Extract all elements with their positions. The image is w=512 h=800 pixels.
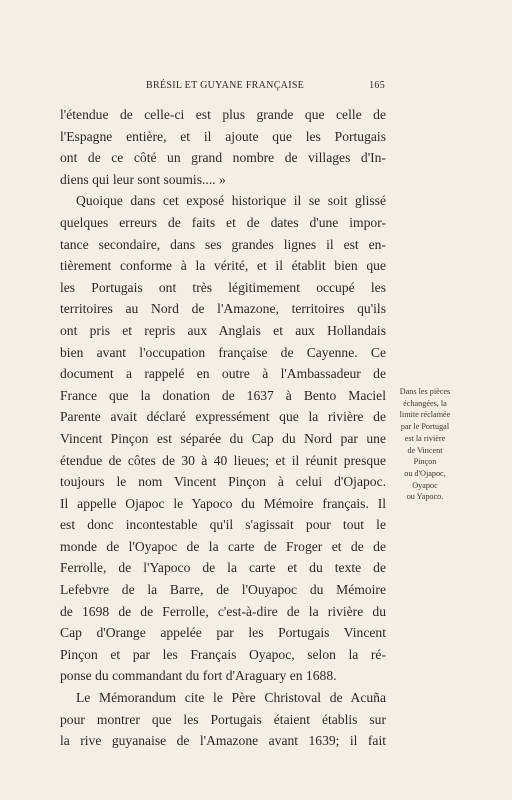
- margin-note-line: échangées, la: [403, 398, 447, 408]
- text-line: monde de l'Oyapoc de la carte de Froger et de de: [60, 538, 386, 554]
- text-line: étendue de côtes de 30 à 40 lieues; et il réunit presque: [60, 452, 386, 468]
- text-line: ont pris et repris aux Anglais et aux Hollandais: [60, 322, 386, 338]
- text-line: est donc incontestable qu'il s'agissait pour tout le: [60, 517, 386, 533]
- margin-note-line: Oyapoc: [412, 480, 438, 490]
- text-line: Ferrolle, de l'Yapoco de la carte et du texte de: [60, 560, 386, 576]
- text-line: la rive guyanaise de l'Amazone avant 1639; il fait: [60, 733, 386, 749]
- margin-note-line: de Vincent: [407, 445, 443, 455]
- margin-note-line: Pinçon: [413, 457, 437, 467]
- text-line: document a rappelé en outre à l'Ambassadeur de: [60, 366, 386, 382]
- text-line: ponse du commandant du fort d'Araguary en 1688.: [60, 668, 337, 684]
- text-line: Pinçon et par les Français Oyapoc, selon la ré-: [60, 646, 386, 662]
- text-line: Lefebvre de la Barre, de l'Ouyapoc du Mémoire: [60, 582, 386, 598]
- text-line: toujours le nom Vincent Pinçon à celui d'Ojapoc.: [60, 474, 386, 490]
- text-line: territoires au Nord de l'Amazone, territoires qu'ils: [60, 301, 386, 317]
- margin-note-line: ou Yapoco.: [406, 492, 444, 502]
- margin-note-line: ou d'Ojapoc,: [404, 468, 446, 478]
- text-line: Quoique dans cet exposé historique il se soit glissé: [76, 193, 386, 209]
- page-number: 165: [369, 80, 385, 91]
- text-line: les Portugais ont très légitimement occupé les: [60, 279, 386, 295]
- margin-note: [388, 386, 462, 503]
- body-text: [60, 104, 386, 752]
- text-line: Parente avait déclaré expressément que la rivière de: [60, 409, 386, 425]
- text-line: Vincent Pinçon est séparée du Cap du Nord par une: [60, 430, 386, 446]
- text-line: l'étendue de celle-ci est plus grande que celle de: [60, 107, 386, 122]
- text-line: bien avant l'occupation française de Cayenne. Ce: [60, 344, 386, 360]
- margin-note-line: limite réclamée: [399, 410, 451, 420]
- text-line: l'Espagne entière, et il ajoute que les Portugais: [60, 128, 386, 144]
- text-line: Cap d'Orange appelée par les Portugais Vincent: [60, 625, 386, 641]
- text-line: quelques erreurs de faits et de dates d'une impor-: [60, 214, 386, 230]
- text-line: ont de ce côté un grand nombre de villages d'In-: [60, 150, 386, 166]
- margin-note-line: par le Portugal: [400, 422, 450, 432]
- margin-note-line: est la rivière: [404, 433, 446, 443]
- text-line: tièrement conforme à la vérité, et il établit bien que: [60, 258, 386, 274]
- text-line: Il appelle Ojapoc le Yapoco du Mémoire français. Il: [60, 495, 386, 511]
- running-title: BRÉSIL ET GUYANE FRANÇAISE: [146, 80, 305, 91]
- text-line: Le Mémorandum cite le Père Christoval de Acuña: [76, 690, 386, 706]
- text-line: diens qui leur sont soumis.... »: [60, 171, 226, 187]
- margin-note-line: Dans les pièces: [399, 387, 451, 396]
- text-line: France que la donation de 1637 à Bento Maciel: [60, 387, 386, 403]
- text-line: tance secondaire, dans ses grandes lignes il est en-: [60, 236, 386, 252]
- text-line: de 1698 de de Ferrolle, c'est-à-dire de la rivière du: [60, 603, 386, 619]
- text-line: pour montrer que les Portugais étaient établis sur: [60, 711, 386, 727]
